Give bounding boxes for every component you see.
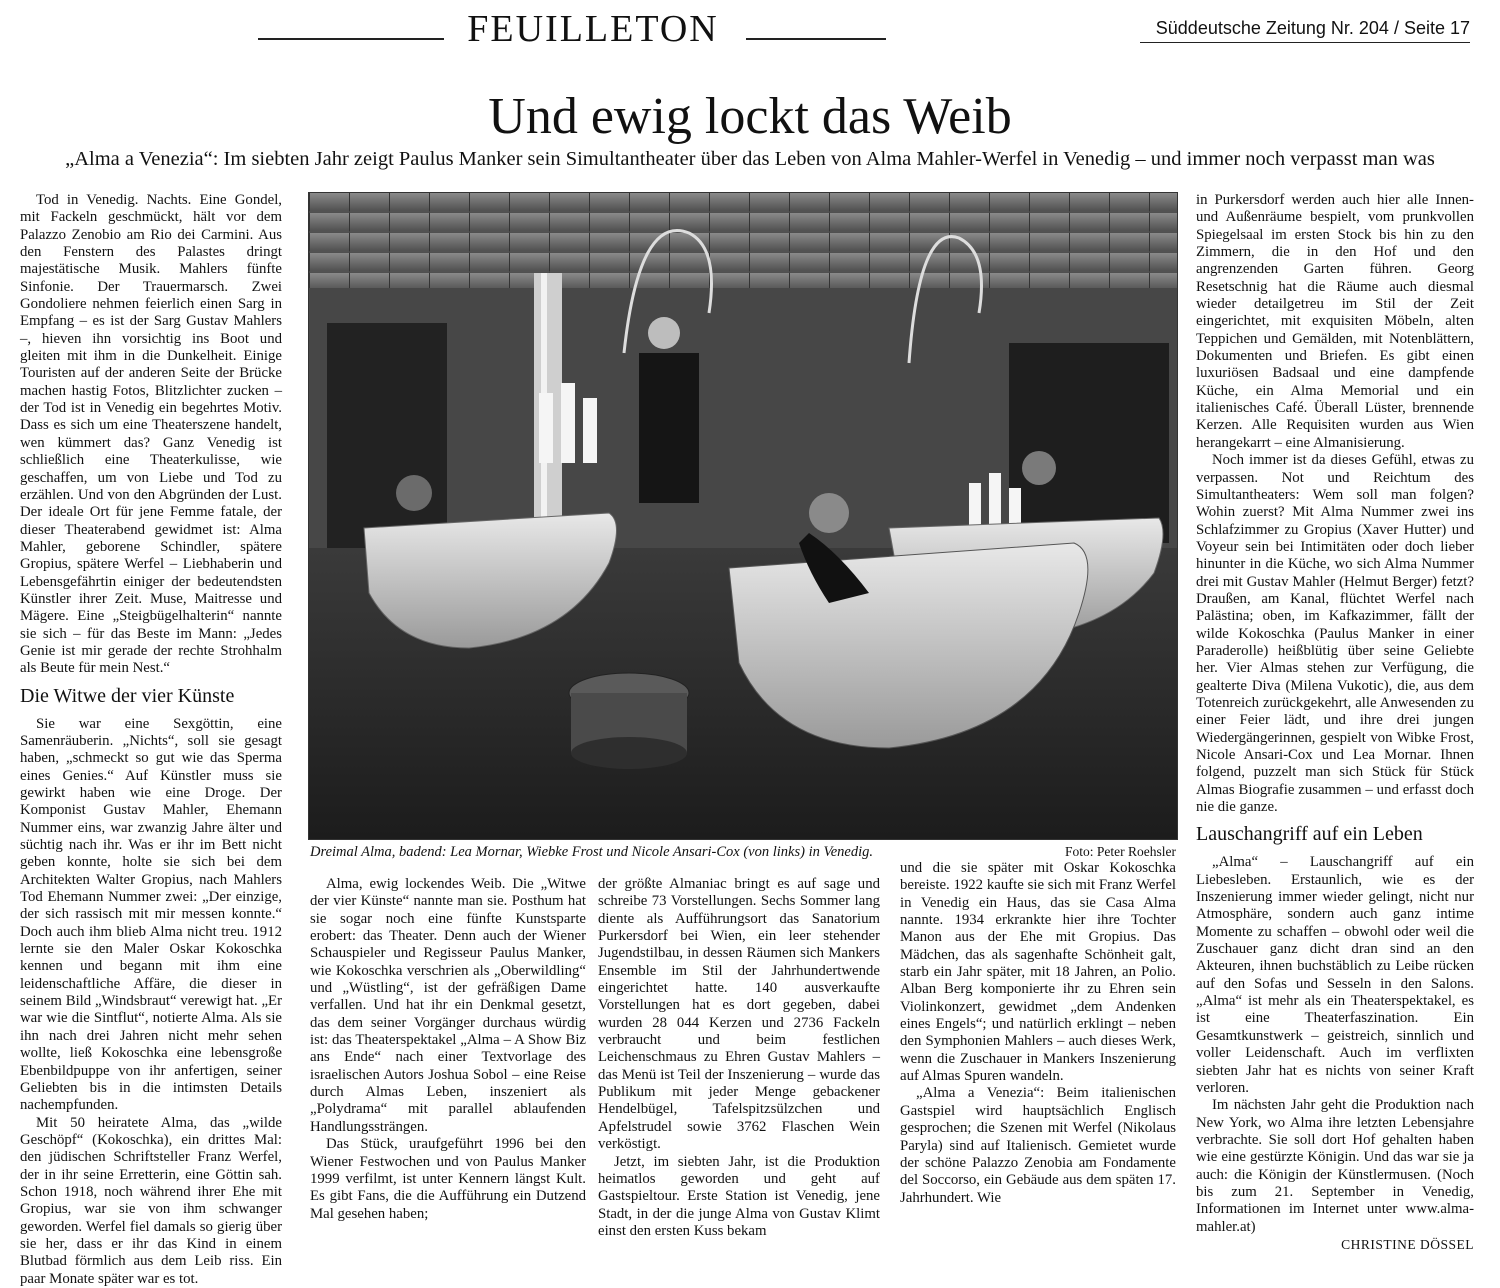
subheading: Lauschangriff auf ein Leben bbox=[1196, 823, 1423, 846]
header-rule-right bbox=[746, 38, 886, 40]
paragraph: in Purkersdorf werden auch hier alle Innen- und Außenräume bespielt, vom prunkvollen Spiegelsaal im ersten Stock bis hin zu den Zimmern, die in den Hof und den angrenzenden Garten führen. Georg Resetschnig hat die Räume auch diesmal wieder detailgetreu im Stil der Zeit eingerichtet, mit exquisiten Möbeln, alten Teppichen und Gemälden, mit Notenblättern, Dokumenten und Briefen. Es gibt einen luxuriösen Badsaal und eine dampfende Küche, ein Alma Memorial und ein italienisches Café. Überall Lüster, brennende Kerzen. Alle Requisiten wurden aus Wien herangekarrt – eine Almanisierung. bbox=[1196, 192, 1474, 451]
paragraph: der größte Almaniac bringt es auf sage und schreibe 73 Vorstellungen. Sechs Sommer lang diente als Aufführungsort das Sanatorium Purkersdorf bei Wien, ein leer stehender Jugendstilbau, in dessen Räumen sich Mankers Ensemble im Stil der Jahrhundertwende eingerichtet hatte. 140 ausverkaufte Vorstellungen hat es dort gegeben, dabei wurden 28 044 Kerzen und 2736 Fackeln verbraucht und beim festlichen Leichenschmaus zu Ehren Gustav Mahlers – das Menü ist Teil der Inszenierung – wurde das Publikum mit jeder Menge gebackener Hendelbügel, Tafelspitzsülzchen und Apfelstrudel sowie 3762 Flaschen Wein verköstigt. bbox=[598, 876, 880, 1153]
paragraph: Tod in Venedig. Nachts. Eine Gondel, mit Fackeln geschmückt, hält vor dem Palazzo Zenobio am Rio dei Carmini. Aus den Fenstern des Palastes dringt majestätische Musik. Mahlers fünfte Sinfonie. Der Trauermarsch. Zwei Gondoliere nehmen feierlich einen Sarg in Empfang – es ist der Sarg Gustav Mahlers –, hieven ihn vorsichtig ins Boot und gleiten mit ihm in die Dunkelheit. Einige Touristen auf der anderen Seite der Brücke machen hastig Fotos, Blitzlichter zucken – der Tod ist in Venedig ein begehrtes Motiv. Dass es sich um eine Theaterszene handelt, wen kümmert das? Ganz Venedig ist schließlich eine Theaterkulisse, wie geschaffen, um von Liebe und Tod zu erzählen. Und von den Abgründen der Lust. Der ideale Ort für jene Femme fatale, der dieser Theaterabend gewidmet ist: Alma Mahler, geborene Schindler, spätere Gropius, spätere Werfel – Liebhaberin und Lebensgefährtin einiger der bedeutendsten Künstler ihrer Zeit. Muse, Maitresse und Mägere. Eine „Steigbügelhalterin“ nannte sie sich – für das Beste im Mann: „Jedes Genie ist mir gerade der rechte Strohhalm als Beute für mein Nest.“ bbox=[20, 192, 282, 677]
author-signature: CHRISTINE DÖSSEL bbox=[1341, 1236, 1474, 1252]
paragraph: „Alma a Venezia“: Beim italienischen Gastspiel wird hauptsächlich Englisch gesprochen; die Szenen mit Werfel (Nikolaus Paryla) sind auf Italienisch. Gemietet wurde der schöne Palazzo Zenobia am Fondamente del Soccorso, ein Gebäude aus dem späten 17. Jahrhundert. Wie bbox=[900, 1085, 1176, 1206]
column-5 bbox=[1196, 192, 1474, 1252]
article-subheadline: „Alma a Venezia“: Im siebten Jahr zeigt Paulus Manker sein Simultantheater über das Leben von Alma Mahler-Werfel in Venedig – und immer noch verpasst man was bbox=[65, 148, 1435, 170]
page-ref-underline bbox=[1140, 42, 1470, 43]
subheading: Die Witwe der vier Künste bbox=[20, 684, 235, 707]
column-3 bbox=[598, 876, 880, 1239]
paragraph: und die sie später mit Oskar Kokoschka bereiste. 1922 kaufte sie sich mit Franz Werfel in Venedig ein Haus, das sie Casa Alma nannte. 1934 erkrankte hier ihre Tochter Manon aus der Ehe mit Gropius. Das Mädchen, das als sagenhafte Schönheit galt, starb ein Jahr später, mit 18 Jahren, an Polio. Alban Berg komponierte ihr zu Ehren sein Violinkonzert, gewidmet „dem Andenken eines Engels“; und natürlich erklingt – neben den Symphonien Mahlers – auch dieses Werk, wenn die Zuschauer in Mankers Inszenierung auf Almas Spuren wandeln. bbox=[900, 860, 1176, 1085]
paragraph: Alma, ewig lockendes Weib. Die „Witwe der vier Künste“ nannte man sie. Posthum hat sie sogar noch eine fünfte Kunstsparte erobert: das Theater. Denn auch der Wiener Schauspieler und Regisseur Paulus Manker, wie Kokoschka verschrien als „Oberwildling“ und „Wüstling“, ist der gefräßigen Dame verfallen. Und hat ihr ein Denkmal gesetzt, das dem seiner Vorgänger durchaus würdig ist: das Theaterspektakel „Alma – A Show Biz ans Ende“ nach einer Textvorlage des israelischen Autors Joshua Sobol – eine Reise durch Almas Leben, inszeniert als „Polydrama“ mit parallel ablaufenden Handlungssträngen. bbox=[310, 876, 586, 1135]
paragraph: Mit 50 heiratete Alma, das „wilde Geschöpf“ (Kokoschka), ein drittes Mal: den jüdischen Schriftsteller Franz Werfel, der in ihr seine Erretterin, eine Göttin sah. Schon 1918, noch während ihrer Ehe mit Gropius, war sie von ihm schwanger geworden. Werfel fiel damals so gierig über sie her, dass er ihr das Kind in einem Blutbad förmlich aus dem Leib riss. Ein paar Monate später war es tot. bbox=[20, 1114, 282, 1287]
paragraph: Sie war eine Sexgöttin, eine Samenräuberin. „Nichts“, soll sie gesagt haben, „schmeckt so gut wie das Sperma eines Genies.“ Auf Künstler muss sie gewirkt haben wie eine Droge. Der Komponist Gustav Mahler, Ehemann Nummer eins, war zwanzig Jahre älter und süchtig nach ihr. Was er ihr im Bett nicht geben konnte, holte sie sich bei dem Architekten Walter Gropius, nach Mahlers Tod Ehemann Nummer zwei: „Der einzige, der sich rassisch mit mir messen konnte.“ Doch auch ihm blieb Alma nicht treu. 1912 lernte sie den Maler Oskar Kokoschka kennen und begann mit ihm eine leidenschaftliche Affäre, die dieser in seinem Bild „Windsbraut“ verewigt hat. „Er war wie die Sintflut“, notierte Alma. Als sie ihn nach drei Jahren nicht mehr sehen wollte, ließ Kokoschka eine lebensgroße Ebenbildpuppe von ihr anfertigen, seiner Geliebten bis in die intimsten Details nachempfunden. bbox=[20, 715, 282, 1114]
paragraph: Noch immer ist da dieses Gefühl, etwas zu verpassen. Not und Reichtum des Simultantheaters: Wem soll man folgen? Wohin zuerst? Mit Alma Nummer zwei ins Schlafzimmer zu Gropius (Xaver Hutter) und Voyeur sein bei Intimitäten oder doch lieber hinunter in die Küche, wo sich Alma Nummer drei mit Gustav Mahler (Helmut Berger) fetzt? Draußen, am Kanal, flüchtet Werfel nach Palästina; oben, im Kafkazimmer, fällt der wilde Kokoschka (Paulus Manker in einer Paraderolle) heißblütig über seine Geliebte her. Vier Almas stehen zur Verfügung, die gealterte Diva (Milena Vukotic), die, aus dem Totenreich zurückgekehrt, alle Anwesenden zu einer Feier lädt, und ihre drei jungen Wiedergängerinnen, gespielt von Wibke Frost, Nicole Ansari-Cox und Lea Mornar. Ihnen folgend, puzzelt man sich Stück für Stück Almas Biografie zusammen – und erfasst doch nie die ganze. bbox=[1196, 452, 1474, 816]
column-4 bbox=[900, 860, 1176, 1221]
column-1 bbox=[20, 192, 282, 1287]
photo-credit: Foto: Peter Roehsler bbox=[1065, 844, 1176, 859]
paragraph: Im nächsten Jahr geht die Produktion nach New York, wo Alma ihre letzten Lebensjahre verbrachte. Sie soll dort Hof gehalten haben wie eine gestürzte Königin. Und das war sie ja auch: die Königin der Künstlermusen. (Noch bis zum 21. September in Venedig, Informationen im Internet unter www.alma-mahler.at) bbox=[1196, 1097, 1474, 1235]
column-2 bbox=[310, 876, 586, 1221]
paragraph: „Alma“ – Lauschangriff auf ein Liebesleben. Erstaunlich, wie es der Inszenierung immer wieder gelingt, nicht nur Atmosphäre, sondern auch ganz intime Momente zu schaffen – obwohl oder weil die Zuschauer ganz dicht dran sind an den Akteuren, ihnen buchstäblich zu Leibe rücken auf den Sofas und Sesseln in den Salons. „Alma“ ist mehr als ein Theaterspektakel, es ist eine Theaterfaszination. Ein Gesamtkunstwerk – geistreich, sinnlich und voller Leidenschaft. Auch im verflixten siebten Jahr hat es nichts von seiner Kraft verloren. bbox=[1196, 854, 1474, 1096]
paragraph: Das Stück, uraufgeführt 1996 bei den Wiener Festwochen und von Paulus Manker 1999 verfilmt, ist unter Kennern längst Kult. Es gibt Fans, die die Aufführung ein Dutzend Mal gesehen haben; bbox=[310, 1136, 586, 1222]
article-photo bbox=[308, 192, 1178, 840]
section-title: FEUILLETON bbox=[467, 8, 719, 50]
photo-caption: Dreimal Alma, badend: Lea Mornar, Wiebke Frost und Nicole Ansari-Cox (von links) in Venedig. bbox=[310, 844, 874, 860]
paragraph: Jetzt, im siebten Jahr, ist die Produktion heimatlos geworden und geht auf Gastspieltour. Erste Station ist Venedig, jene Stadt, in der die junge Alma von Gustav Klimt einst den ersten Kuss bekam bbox=[598, 1153, 880, 1239]
article-headline: Und ewig lockt das Weib bbox=[488, 88, 1012, 145]
header-rule-left bbox=[258, 38, 444, 40]
page-reference: Süddeutsche Zeitung Nr. 204 / Seite 17 bbox=[1155, 18, 1470, 38]
